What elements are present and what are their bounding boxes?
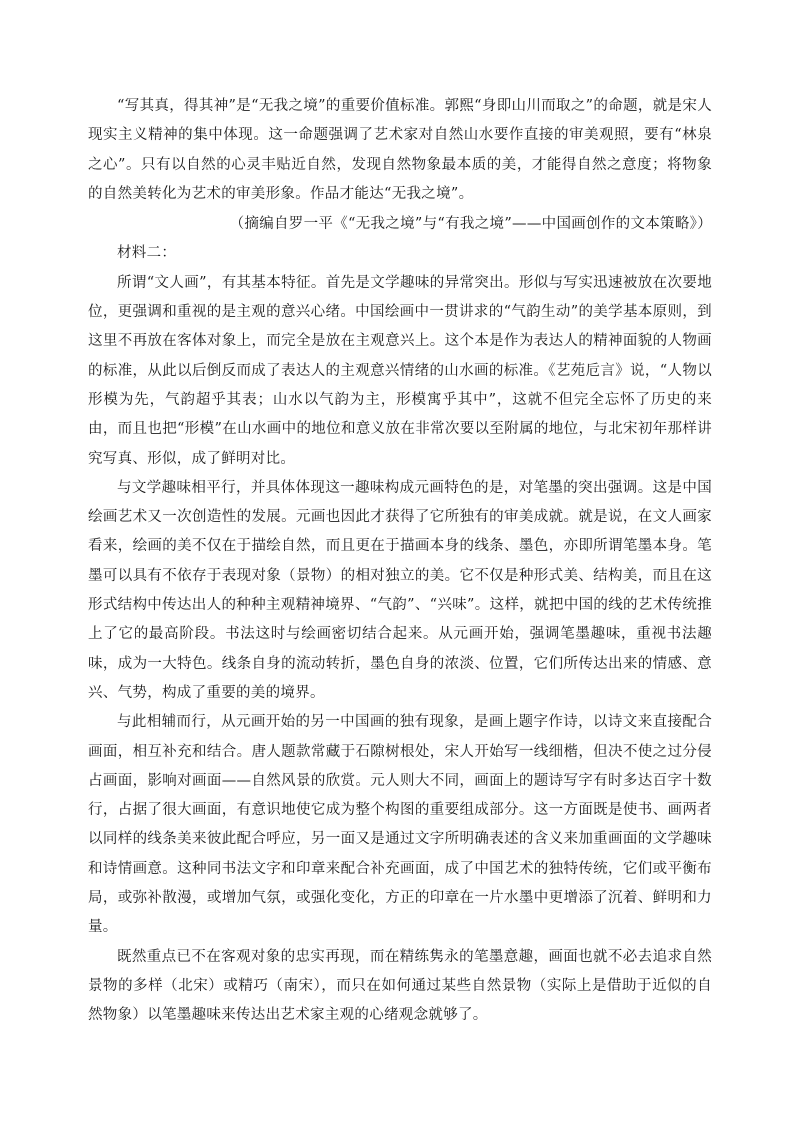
paragraph-conclusion: 既然重点已不在客观对象的忠实再现，而在精练隽永的笔墨意趣，画面也就不必去追求自然景物的多样（北宋）或精巧（南宋），而只在如何通过某些自然景物（实际上是借助于近似的自然物象）以笔墨趣味来传达出艺术家主观的心绪观念就够了。 bbox=[88, 948, 712, 1024]
paragraph-inscriptions: 与此相辅而行，从元画开始的另一中国画的独有现象，是画上题字作诗，以诗文来直接配合画面，相互补充和结合。唐人题款常藏于石隙树根处，宋人开始写一线细楷，但决不使之过分侵占画面，影响对画面——自然风景的欣赏。元人则大不同，画面上的题诗写字有时多达百字十数行，占据了很大画面，有意识地使它成为整个构图的重要组成部分。这一方面既是使书、画两者以同样的线条美来彼此配合呼应，另一面又是通过文字所明确表述的含义来加重画面的文学趣味和诗情画意。这种同书法文字和印章来配合补充画面，成了中国艺术的独特传统，它们或平衡布局，或弥补散漫，或增加气氛，或强化变化，方正的印章在一片水墨中更增添了沉着、鲜明和力量。 bbox=[88, 714, 712, 936]
source-citation: （摘编自罗一平《“无我之境”与“有我之境”——中国画创作的文本策略》） bbox=[229, 216, 712, 233]
paragraph-brush-ink: 与文学趣味相平行，并具体体现这一趣味构成元画特色的是，对笔墨的突出强调。这是中国绘画艺术又一次创造性的发展。元画也因此才获得了它所独有的审美成就。就是说，在文人画家看来，绘画的美不仅在于描绘自然，而且更在于描画本身的线条、墨色，亦即所谓笔墨本身。笔墨可以具有不依存于表现对象（景物）的相对独立的美。它不仅是种形式美、结构美，而且在这形式结构中传达出人的种种主观精神境界、“气韵”、“兴味”。这样，就把中国的线的艺术传统推上了它的最高阶段。书法这时与绘画密切结合起来。从元画开始，强调笔墨趣味，重视书法趣味，成为一大特色。线条自身的流动转折，墨色自身的浓淡、位置，它们所传达出来的情感、意兴、气势，构成了重要的美的境界。 bbox=[88, 479, 712, 701]
paragraph-literati-painting: 所谓“文人画”，有其基本特征。首先是文学趣味的异常突出。形似与写实迅速被放在次要地位，更强调和重视的是主观的意兴心绪。中国绘画中一贯讲求的“气韵生动”的美学基本原则，到这里不再放在客体对象上，而完全是放在主观意兴上。这个本是作为表达人的精神面貌的人物画的标准，从此以后倒反而成了表达人的主观意兴情绪的山水画的标准。《艺苑卮言》说，“人物以形模为先，气韵超乎其表；山水以气韵为主，形模寓乎其中”，这就不但完全忘怀了历史的来由，而且也把“形模”在山水画中的地位和意义放在非常次要以至附属的地位，与北宋初年那样讲究写真、形似，成了鲜明对比。 bbox=[88, 274, 712, 467]
material-two-heading: 材料二： bbox=[117, 245, 177, 262]
paragraph-intro: “写其真，得其神”是“无我之境”的重要价值标准。郭熙“身即山川而取之”的命题，就是宋人现实主义精神的集中体现。这一命题强调了艺术家对自然山水要作直接的审美观照，要有“林泉之心”。只有以自然的心灵丰贴近自然，发现自然物象最本质的美，才能得自然之意度；将物象的自然美转化为艺术的审美形象。作品才能达“无我之境”。 bbox=[88, 98, 712, 202]
document-page bbox=[88, 92, 712, 1031]
